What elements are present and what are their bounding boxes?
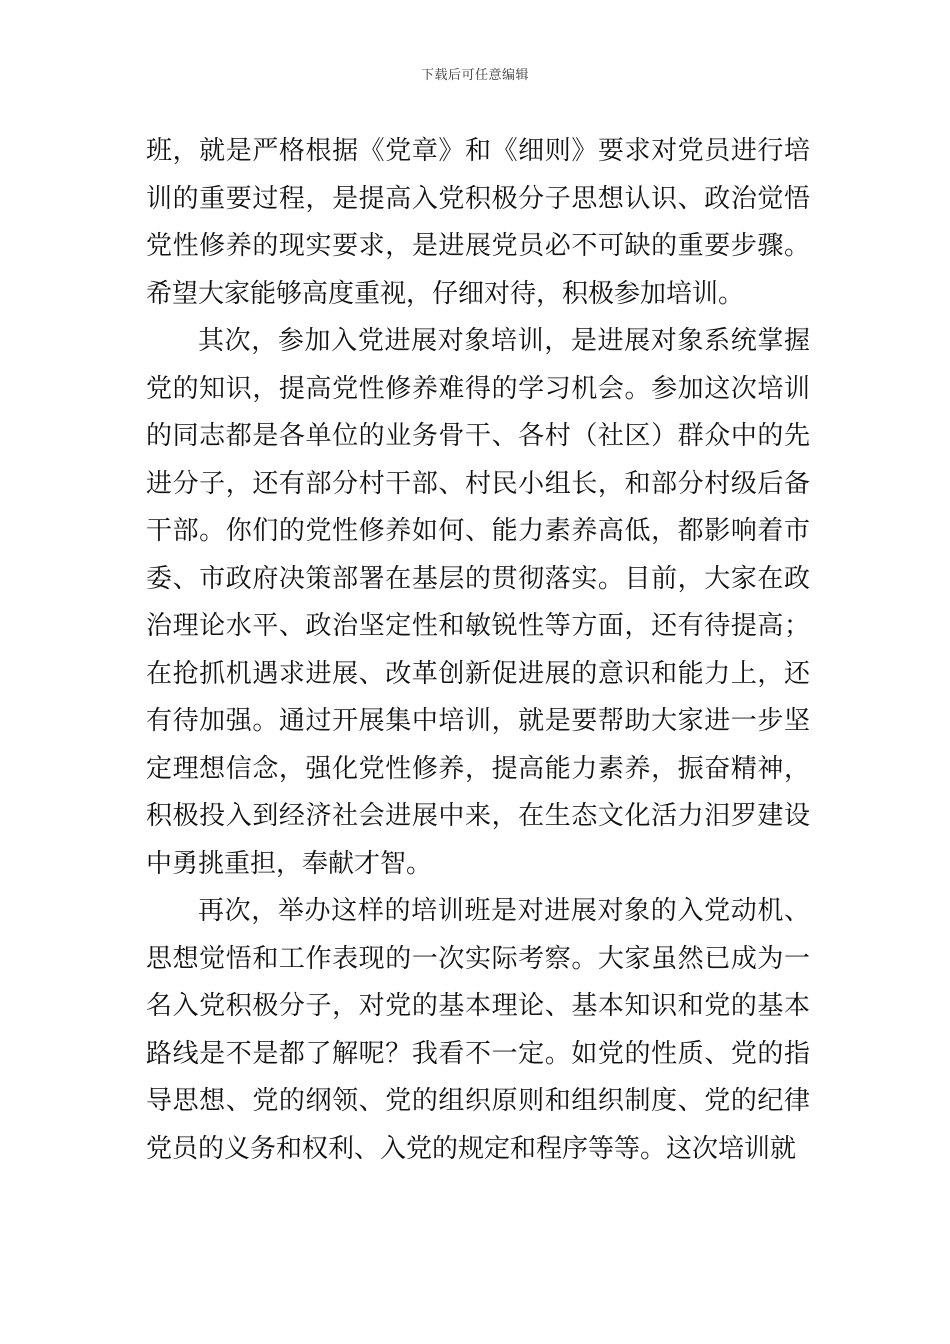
document-body — [146, 128, 810, 1173]
paragraph-2: 其次，参加入党进展对象培训，是进展对象系统掌握党的知识，提高党性修养难得的学习机会。参加这次培训的同志都是各单位的业务骨干、各村（社区）群众中的先进分子，还有部分村干部、村民小组长，和部分村级后备干部。你们的党性修养如何、能力素养高低，都影响着市委、市政府决策部署在基层的贯彻落实。目前，大家在政治理论水平、政治坚定性和敏锐性等方面，还有待提高；在抢抓机遇求进展、改革创新促进展的意识和能力上，还有待加强。通过开展集中培训，就是要帮助大家进一步坚定理想信念，强化党性修养，提高能力素养，振奋精神，积极投入到经济社会进展中来，在生态文化活力汨罗建设中勇挑重担，奉献才智。 — [146, 326, 810, 879]
paragraph-3: 再次，举办这样的培训班是对进展对象的入党动机、思想觉悟和工作表现的一次实际考察。大家虽然已成为一名入党积极分子，对党的基本理论、基本知识和党的基本路线是不是都了解呢？我看不一定。如党的性质、党的指导思想、党的纲领、党的组织原则和组织制度、党的纪律党员的义务和权利、入党的规定和程序等等。这次培训就 — [146, 896, 810, 1164]
paragraph-1: 班，就是严格根据《党章》和《细则》要求对党员进行培训的重要过程，是提高入党积极分子思想认识、政治觉悟党性修养的现实要求，是进展党员必不可缺的重要步骤。希望大家能够高度重视，仔细对待，积极参加培训。 — [146, 136, 810, 309]
page-header: 下载后可任意编辑 — [420, 68, 529, 83]
